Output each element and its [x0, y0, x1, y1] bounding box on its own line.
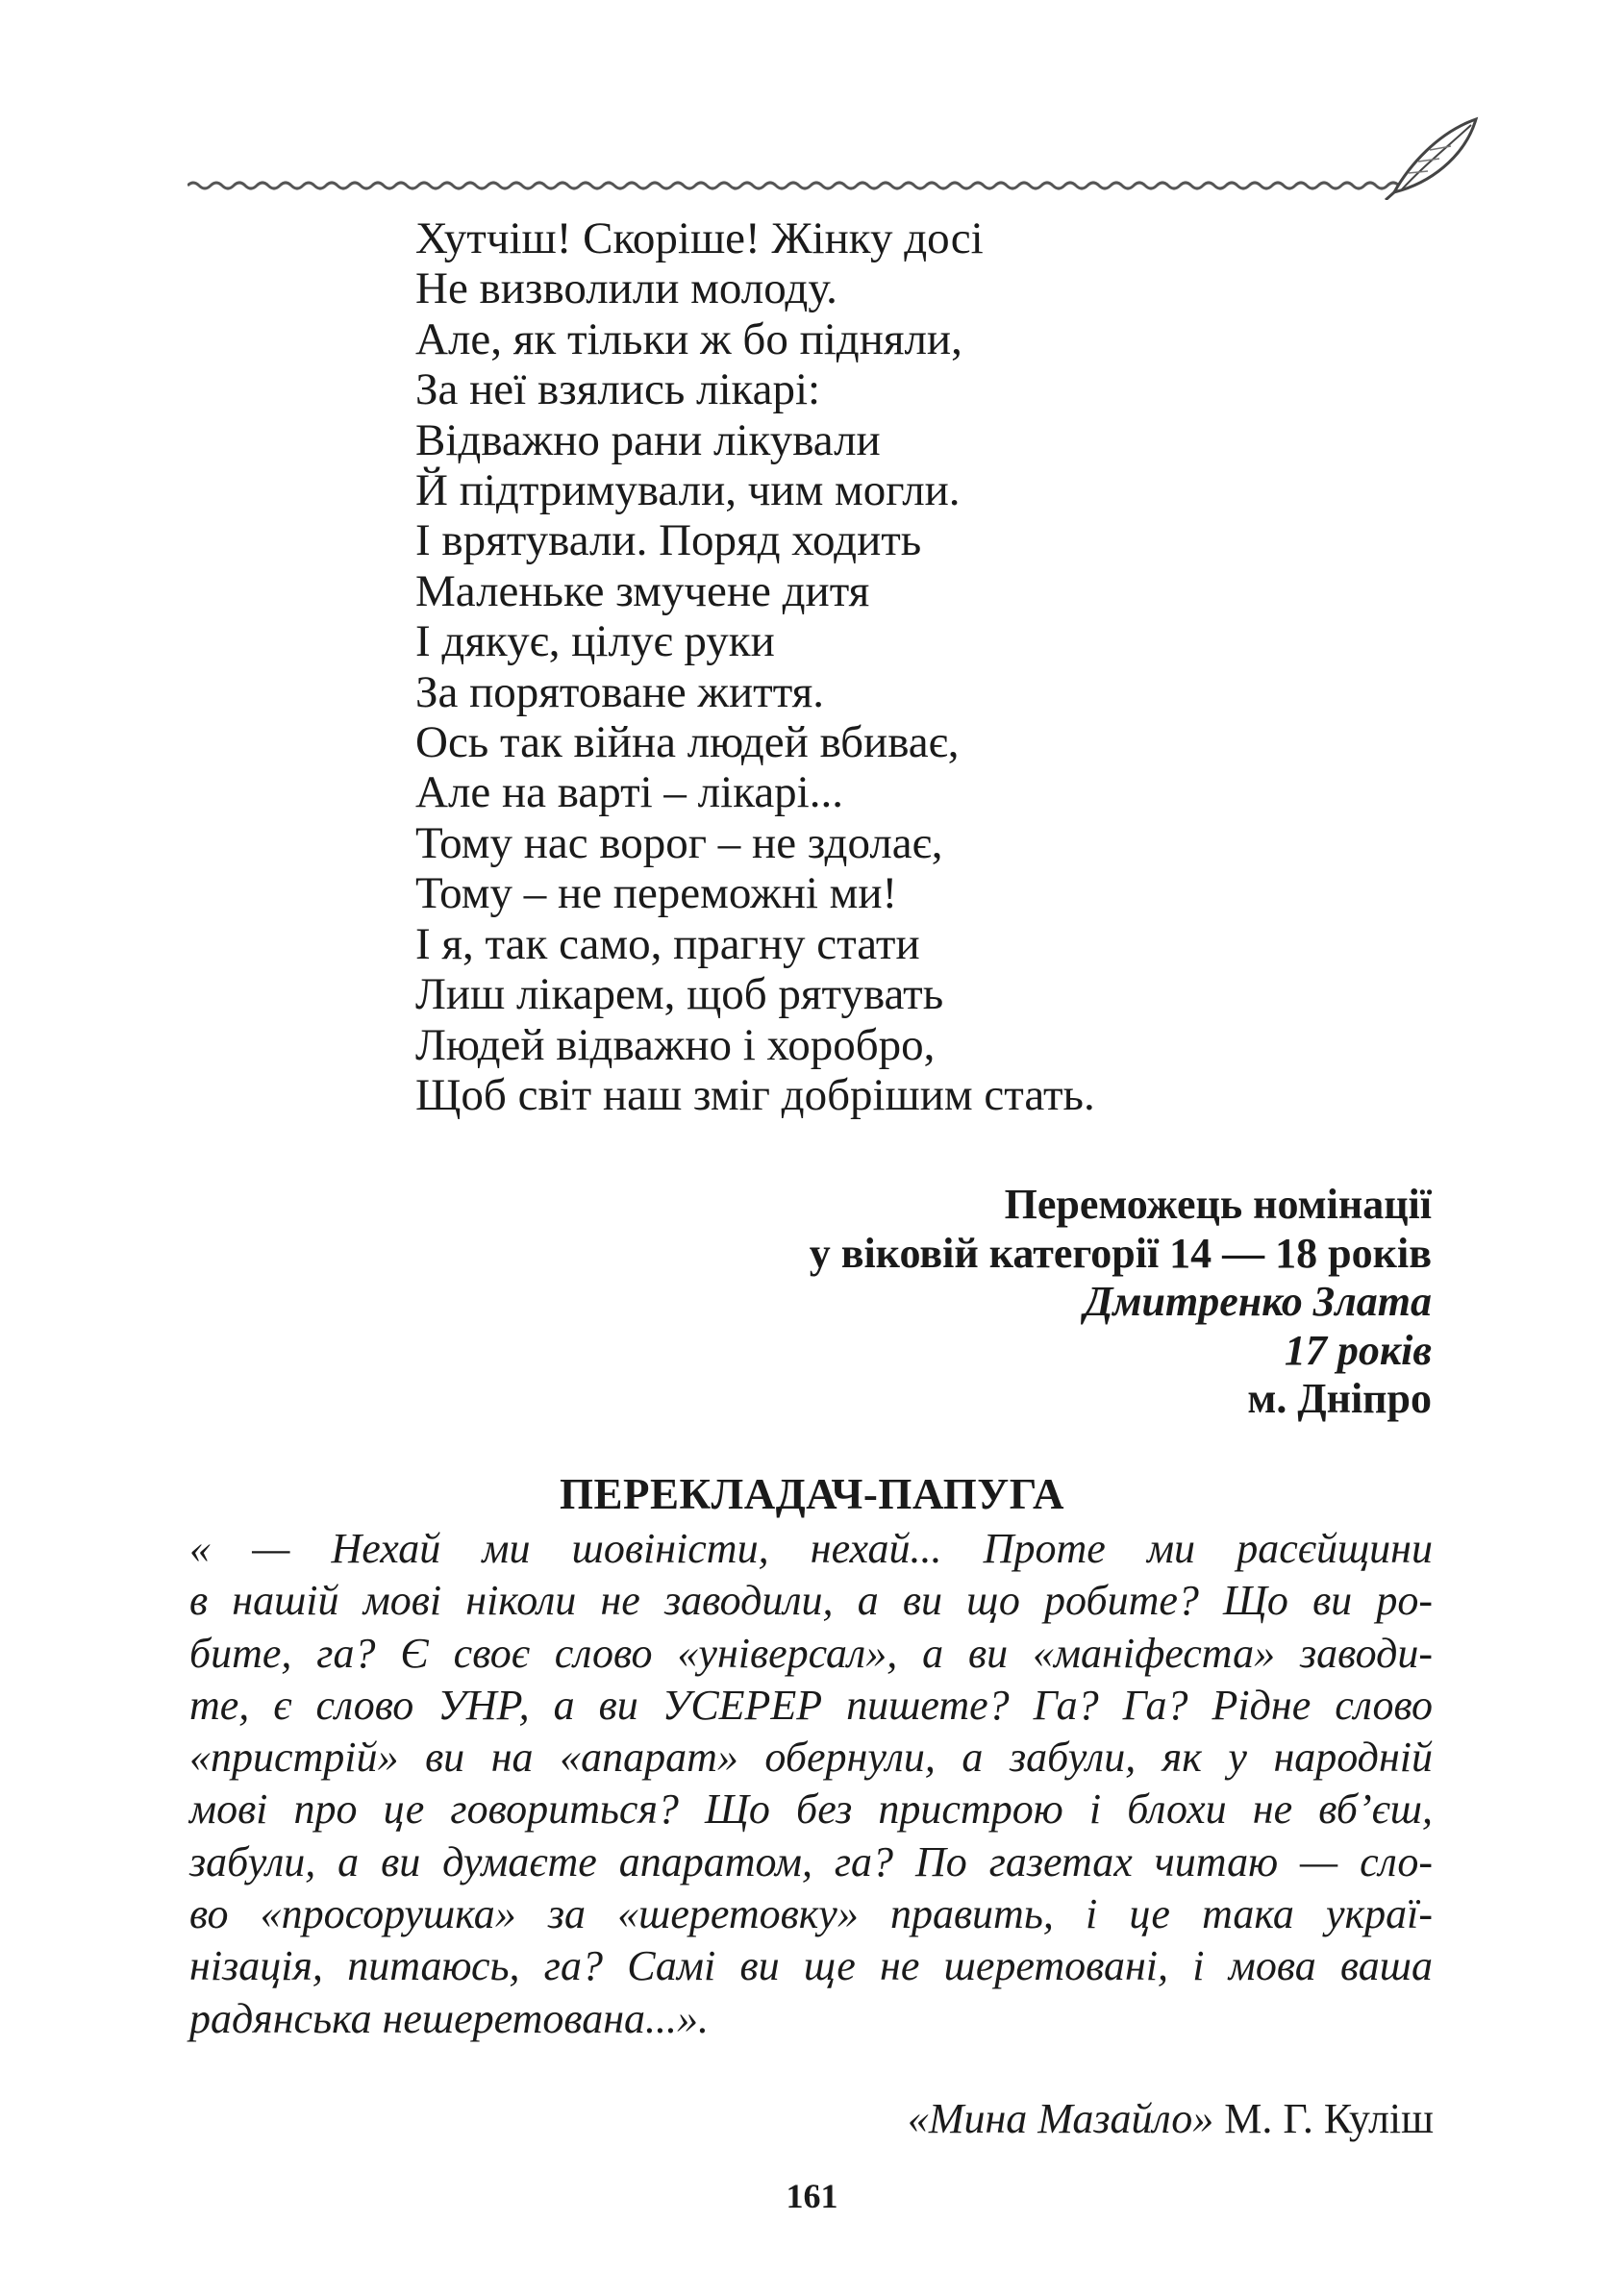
age-category: у віковій категорії 14 — 18 років	[809, 1229, 1432, 1277]
poem-line: Й підтримували, чим могли.	[415, 465, 961, 516]
poem-line: Але на варті – лікарі...	[415, 767, 843, 818]
quote-line: в нашій мові ніколи не заводили, а ви що робите? Що ви ро-	[189, 1577, 1433, 1625]
quote-attribution	[472, 2094, 1434, 2144]
poem-line: Хутчіш! Скоріше! Жінку досі	[415, 213, 984, 263]
quote-line: бите, га? Є своє слово «універсал», а ви «маніфеста» заводи-	[189, 1629, 1433, 1677]
poem-line: І врятували. Поряд ходить	[415, 515, 922, 566]
quote-line: мові про це говориться? Що без пристрою і блохи не вб’єш,	[189, 1785, 1433, 1834]
quote-line: « — Нехай ми шовіністи, нехай... Проте ми расєйщини	[189, 1525, 1433, 1572]
quote-line: нізація, питаюсь, га? Самі ви ще не шеретовані, і мова ваша	[189, 1942, 1433, 1990]
poem-line: Ось так війна людей вбиває,	[415, 717, 960, 768]
poem-line: Не визволили молоду.	[415, 263, 837, 314]
author-age: 17 років	[1284, 1326, 1432, 1374]
poem-line: Але, як тільки ж бо підняли,	[415, 313, 962, 364]
quote-line: «пристрій» ви на «апарат» обернули, а забули, як у народній	[189, 1734, 1433, 1782]
attribution-work: «Мина Мазайло»	[907, 2095, 1214, 2142]
poem-line: За порятоване життя.	[415, 666, 824, 717]
poem-line: За неї взялись лікарі:	[415, 364, 821, 415]
epigraph-quote	[189, 1523, 1433, 2045]
poem-line: І дякує, цілує руки	[415, 616, 775, 667]
author-name: Дмитренко Злата	[1084, 1278, 1432, 1325]
attribution-author: М. Г. Куліш	[1224, 2095, 1434, 2142]
quote-line: радянська нешеретована...».	[189, 1994, 710, 2042]
poem-line: Лиш лікарем, щоб рятувать	[415, 969, 944, 1020]
header-wave-ornament	[187, 113, 1481, 200]
quote-line: те, є слово УНР, а ви УСЕРЕР пишете? Га? Га? Рідне слово	[189, 1681, 1433, 1729]
page-number: 161	[786, 2177, 838, 2215]
poem	[415, 213, 1281, 1120]
essay-title: ПЕРЕКЛАДАЧ-ПАПУГА	[560, 1470, 1064, 1518]
poem-line: Людей відважно і хоробро,	[415, 1019, 936, 1070]
poem-line: Тому – не переможні ми!	[415, 868, 898, 919]
author-city: м. Дніпро	[1247, 1375, 1432, 1422]
poem-line: Тому нас ворог – не здолає,	[415, 817, 943, 868]
author-signature	[470, 1181, 1432, 1424]
poem-line: Маленьке змучене дитя	[415, 565, 870, 616]
award-title: Переможець номінації	[1004, 1181, 1432, 1228]
quill-icon	[1386, 119, 1476, 200]
poem-line: І я, так само, прагну стати	[415, 918, 920, 969]
poem-line: Щоб світ наш зміг добрішим стать.	[415, 1069, 1095, 1120]
quote-line: во «просорушка» за «шеретовку» править, і це така украї-	[189, 1890, 1433, 1938]
poem-line: Відважно рани лікували	[415, 414, 881, 465]
quote-line: забули, а ви думаєте апаратом, га? По газетах читаю — сло-	[189, 1837, 1433, 1885]
